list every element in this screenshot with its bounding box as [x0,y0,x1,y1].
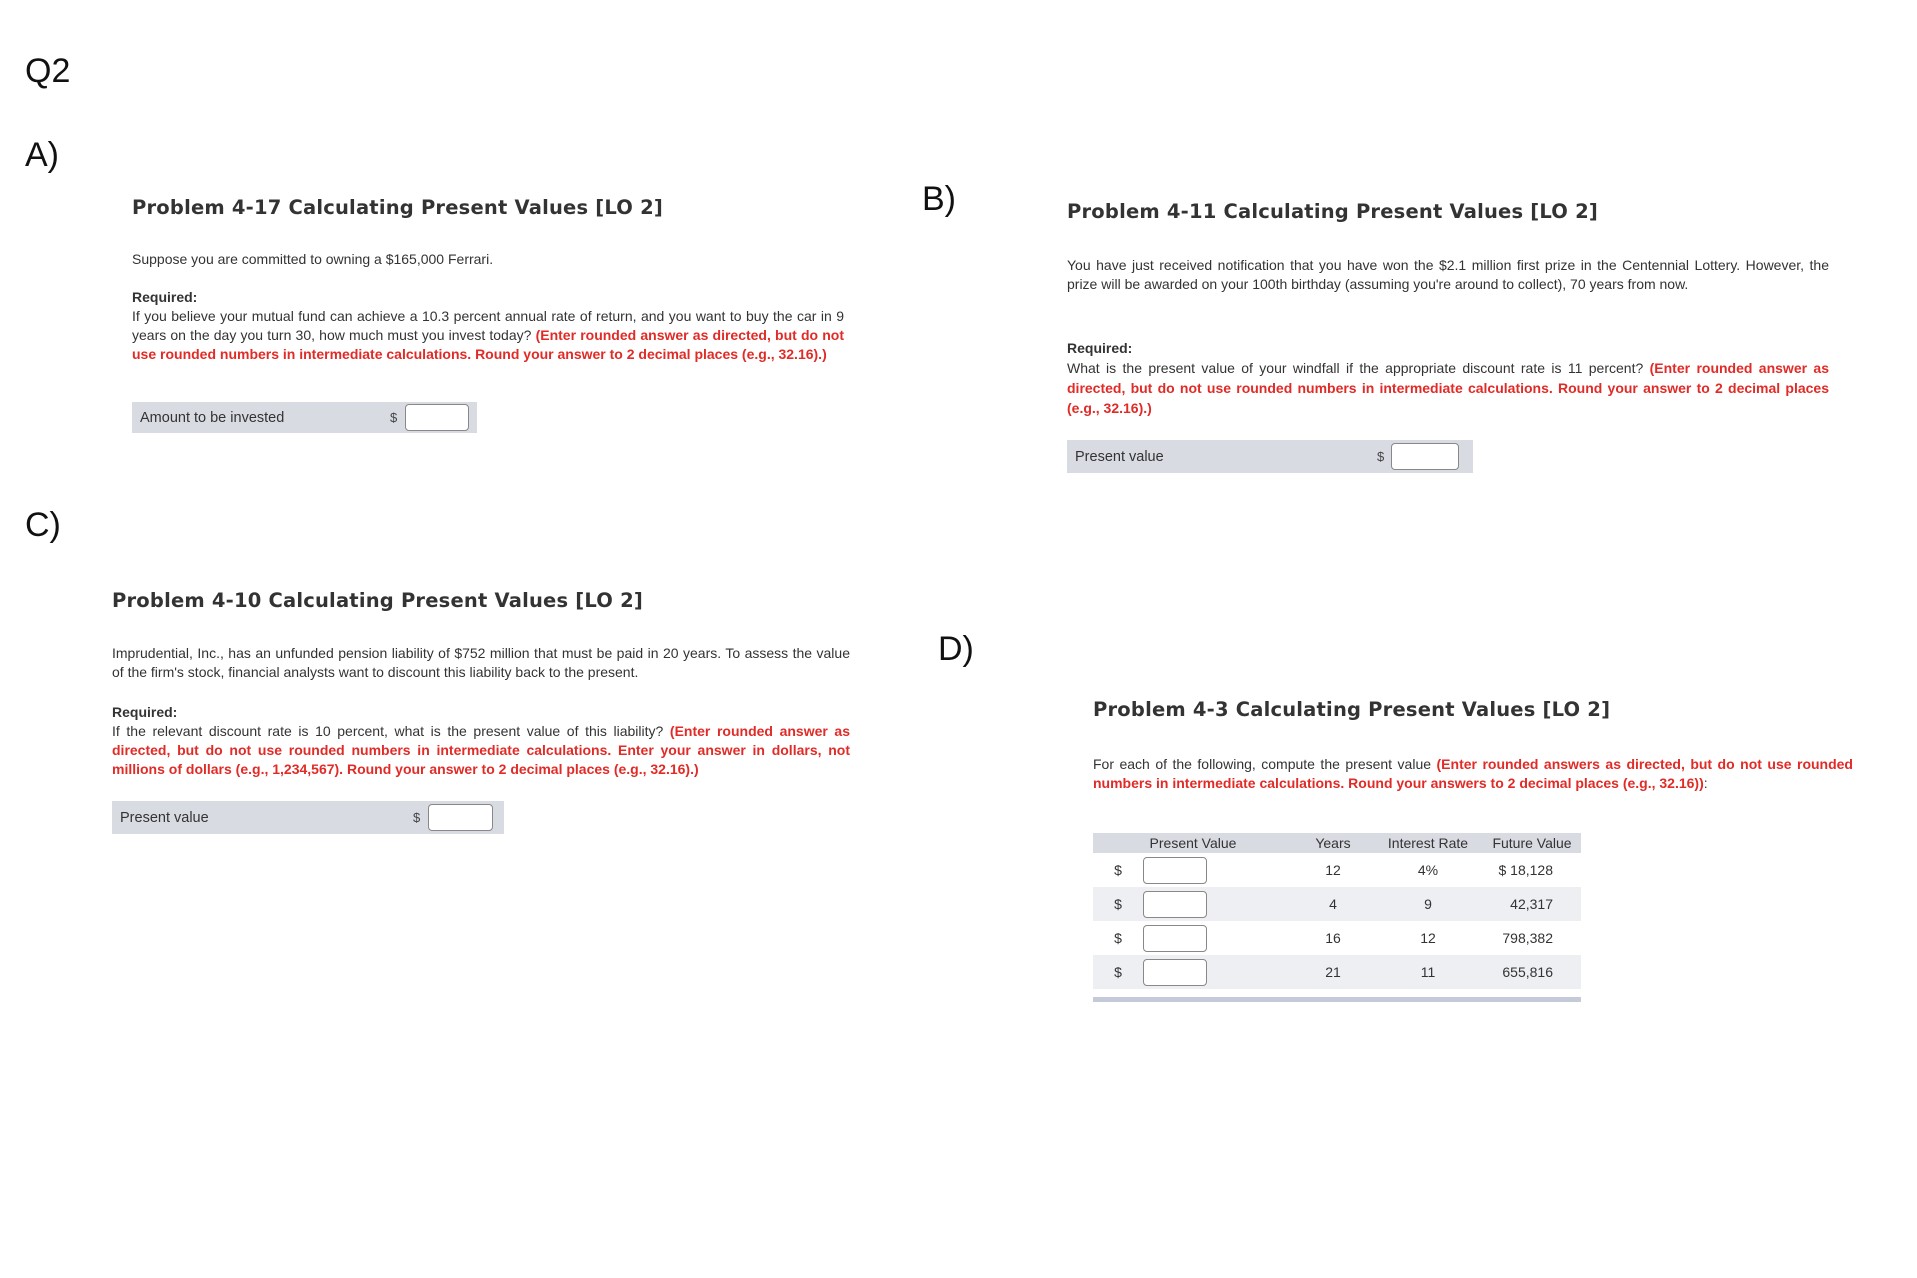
table-row [1093,955,1581,989]
row-currency: $ [1093,887,1143,921]
row-years: 4 [1293,887,1373,921]
problem-c-instruction: (Enter rounded answer as directed, but do not use rounded numbers in intermediate calculations. Enter your answer in dollars, not millions of dollars (e.g., 1,234,567). Round your answer to 2 decimal places (e.g., 32.16).) [112,723,850,777]
present-value-input[interactable] [1143,891,1207,918]
problem-b-answer-label: Present value [1075,448,1164,465]
row-currency: $ [1114,862,1122,878]
problem-b-currency: $ [1377,449,1385,464]
table-row [1093,853,1581,887]
row-years: 12 [1325,862,1341,878]
problem-a-instruction: (Enter rounded answer as directed, but do not use rounded numbers in intermediate calculations. Round your answer to 2 decimal places (e.g., 32.16).) [132,327,844,362]
problem-b-question: What is the present value of your windfall if the appropriate discount rate is 11 percent? [1067,360,1644,376]
problem-b-title: Problem 4-11 Calculating Present Values [LO 2] [1067,200,1598,223]
problem-d-intro: For each of the following, compute the present value [1093,756,1432,772]
problem-c-answer-input[interactable] [428,804,493,831]
row-pv-cell [1143,853,1293,887]
row-rate: 4% [1417,862,1439,878]
row-future-value: 42,317 [1483,887,1581,921]
col-header-years: Years [1293,833,1373,853]
problem-a-question: If you believe your mutual fund can achieve a 10.3 percent annual rate of return, and you want to buy the car in 9 years on the day you turn 30, how much must you invest today? [132,308,844,343]
problem-a-body [132,288,844,364]
present-value-input[interactable] [1143,959,1207,986]
question-label: Q2 [25,52,71,90]
problem-c-intro: Imprudential, Inc., has an unfunded pension liability of $752 million that must be paid in 20 years. To assess the value of the firm's stock, financial analysts want to discount this liability back to the present. [112,645,850,680]
section-label-c: C) [25,506,61,544]
problem-a-intro: Suppose you are committed to owning a $165,000 Ferrari. [132,251,494,267]
table-header-row [1093,833,1581,853]
problem-a-title: Problem 4-17 Calculating Present Values [LO 2] [132,196,663,219]
row-years: 21 [1293,955,1373,989]
section-label-b: B) [922,180,956,218]
col-header-future-value: Future Value [1483,833,1581,853]
problem-b-panel [1067,200,1829,480]
problem-a-panel [132,196,844,436]
problem-d-body [1093,755,1853,793]
row-future-value: 655,816 [1483,955,1581,989]
table-row [1093,887,1581,921]
problem-c-panel [112,589,850,839]
problem-a-answer-input[interactable] [405,404,469,431]
problem-b-required-label: Required: [1067,340,1133,356]
problem-c-currency: $ [413,810,421,825]
problem-c-required-label: Required: [112,704,178,720]
problem-c-body [112,703,850,779]
row-currency: $ [1114,930,1122,946]
problem-d-panel [1093,698,1853,1008]
problem-c-answer-row [112,801,504,834]
table-bottom-rule [1093,997,1581,1002]
problem-c-answer-label: Present value [120,809,209,826]
problem-d-title: Problem 4-3 Calculating Present Values [LO 2] [1093,698,1611,721]
row-rate: 11 [1373,955,1483,989]
problem-a-answer-label: Amount to be invested [140,409,285,426]
problem-d-instruction: (Enter rounded answers as directed, but do not use rounded numbers in intermediate calculations. Round your answers to 2 decimal places (e.g., 32.16)) [1093,756,1853,791]
problem-a-answer-row [132,402,477,433]
row-currency: $ [1093,955,1143,989]
section-label-d: D) [938,630,974,668]
row-future-value: $ 18,128 [1498,862,1553,878]
row-rate: 12 [1420,930,1436,946]
present-value-input[interactable] [1143,857,1207,884]
problem-a-required-label: Required: [132,289,198,305]
row-pv-cell [1143,955,1293,989]
section-label-a: A) [25,136,59,174]
row-years: 16 [1325,930,1341,946]
problem-b-instruction: (Enter rounded answer as directed, but do not use rounded numbers in intermediate calculations. Round your answer to 2 decimal places (e.g., 32.16).) [1067,360,1829,416]
row-rate: 9 [1373,887,1483,921]
present-value-input[interactable] [1143,925,1207,952]
problem-c-question: If the relevant discount rate is 10 percent, what is the present value of this liability? [112,723,664,739]
row-pv-cell [1143,887,1293,921]
problem-c-title: Problem 4-10 Calculating Present Values [LO 2] [112,589,643,612]
problem-b-answer-input[interactable] [1391,443,1459,470]
problem-b-answer-row [1067,440,1473,473]
problem-b-intro: You have just received notification that you have won the $2.1 million first prize in the Centennial Lottery. However, the prize will be awarded on your 100th birthday (assuming you're around to collect), 70 years from now. [1067,257,1829,292]
problem-d-intro-end: : [1703,775,1708,791]
row-future-value: 798,382 [1502,930,1553,946]
col-header-interest-rate: Interest Rate [1373,833,1483,853]
table-row [1093,921,1581,955]
col-header-present-value: Present Value [1093,833,1293,853]
row-pv-cell [1143,921,1293,955]
present-value-table [1093,833,1581,989]
problem-b-body [1067,338,1829,418]
problem-a-currency: $ [390,410,398,425]
